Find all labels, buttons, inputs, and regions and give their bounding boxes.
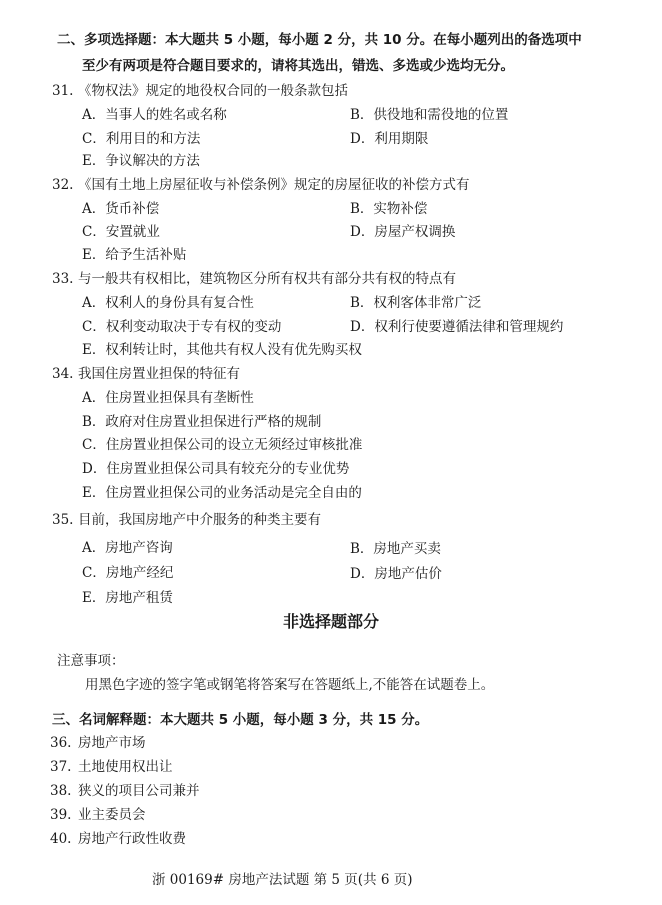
term-text: 业主委员会 — [78, 807, 146, 823]
term-number: 38. — [50, 783, 72, 799]
term-text: 房地产行政性收费 — [78, 831, 186, 847]
option-b: B．房地产买卖 — [350, 541, 441, 557]
option-e: E．权利转让时，其他共有权人没有优先购买权 — [82, 342, 362, 358]
term-number: 40. — [50, 831, 72, 847]
option-a: A．房地产咨询 — [82, 540, 173, 556]
question-text: 《物权法》规定的地役权合同的一般条款包括 — [78, 83, 348, 99]
question-number: 35. — [52, 512, 74, 528]
option-c: C．安置就业 — [82, 224, 160, 240]
notice-text: 用黑色字迹的签字笔或钢笔将答案写在答题纸上,不能答在试题卷上。 — [85, 677, 495, 693]
option-b: B．权利客体非常广泛 — [350, 295, 482, 311]
term-text: 土地使用权出让 — [78, 759, 173, 775]
option-d: D．住房置业担保公司具有较充分的专业优势 — [82, 461, 350, 477]
section-2-heading-line2: 至少有两项是符合题目要求的，请将其选出，错选、多选或少选均无分。 — [82, 58, 514, 74]
option-d: D．房地产估价 — [350, 566, 442, 582]
notice-title: 注意事项： — [57, 653, 125, 669]
option-b: B．实物补偿 — [350, 201, 428, 217]
question-text: 目前，我国房地产中介服务的种类主要有 — [78, 512, 321, 528]
section-3-heading: 三、名词解释题：本大题共 5 小题，每小题 3 分，共 15 分。 — [52, 712, 429, 728]
question-text: 我国住房置业担保的特征有 — [78, 366, 240, 382]
option-e: E．房地产租赁 — [82, 590, 173, 606]
term-number: 39. — [50, 807, 72, 823]
option-a: A．权利人的身份具有复合性 — [82, 295, 254, 311]
option-d: D．权利行使要遵循法律和管理规约 — [350, 319, 564, 335]
part-2-title: 非选择题部分 — [282, 612, 379, 631]
option-b: B．政府对住房置业担保进行严格的规制 — [82, 414, 322, 430]
option-a: A．当事人的姓名或名称 — [82, 107, 227, 123]
option-e: E．争议解决的方法 — [82, 153, 200, 169]
question-number: 31. — [52, 83, 74, 99]
question-text: 与一般共有权相比，建筑物区分所有权共有部分共有权的特点有 — [78, 271, 456, 287]
option-c: C．权利变动取决于专有权的变动 — [82, 319, 282, 335]
term-text: 房地产市场 — [78, 735, 146, 751]
option-b: B．供役地和需役地的位置 — [350, 107, 509, 123]
option-e: E．给予生活补贴 — [82, 247, 187, 263]
page-footer: 浙 00169# 房地产法试题 第 5 页(共 6 页) — [152, 872, 413, 888]
option-c: C．利用目的和方法 — [82, 131, 201, 147]
option-a: A．货币补偿 — [82, 201, 160, 217]
option-c: C．住房置业担保公司的设立无须经过审核批准 — [82, 437, 363, 453]
section-2-heading-line1: 二、多项选择题：本大题共 5 小题，每小题 2 分，共 10 分。在每小题列出的备选项中 — [57, 32, 582, 48]
option-d: D．房屋产权调换 — [350, 224, 456, 240]
option-c: C．房地产经纪 — [82, 565, 174, 581]
term-text: 狭义的项目公司兼并 — [78, 783, 200, 799]
option-d: D．利用期限 — [350, 131, 429, 147]
question-number: 34. — [52, 366, 74, 382]
question-text: 《国有土地上房屋征收与补偿条例》规定的房屋征收的补偿方式有 — [78, 177, 470, 193]
question-number: 32. — [52, 177, 74, 193]
question-number: 33. — [52, 271, 74, 287]
option-a: A．住房置业担保具有垄断性 — [82, 390, 254, 406]
term-number: 36. — [50, 735, 72, 751]
term-number: 37. — [50, 759, 72, 775]
option-e: E．住房置业担保公司的业务活动是完全自由的 — [82, 485, 362, 501]
